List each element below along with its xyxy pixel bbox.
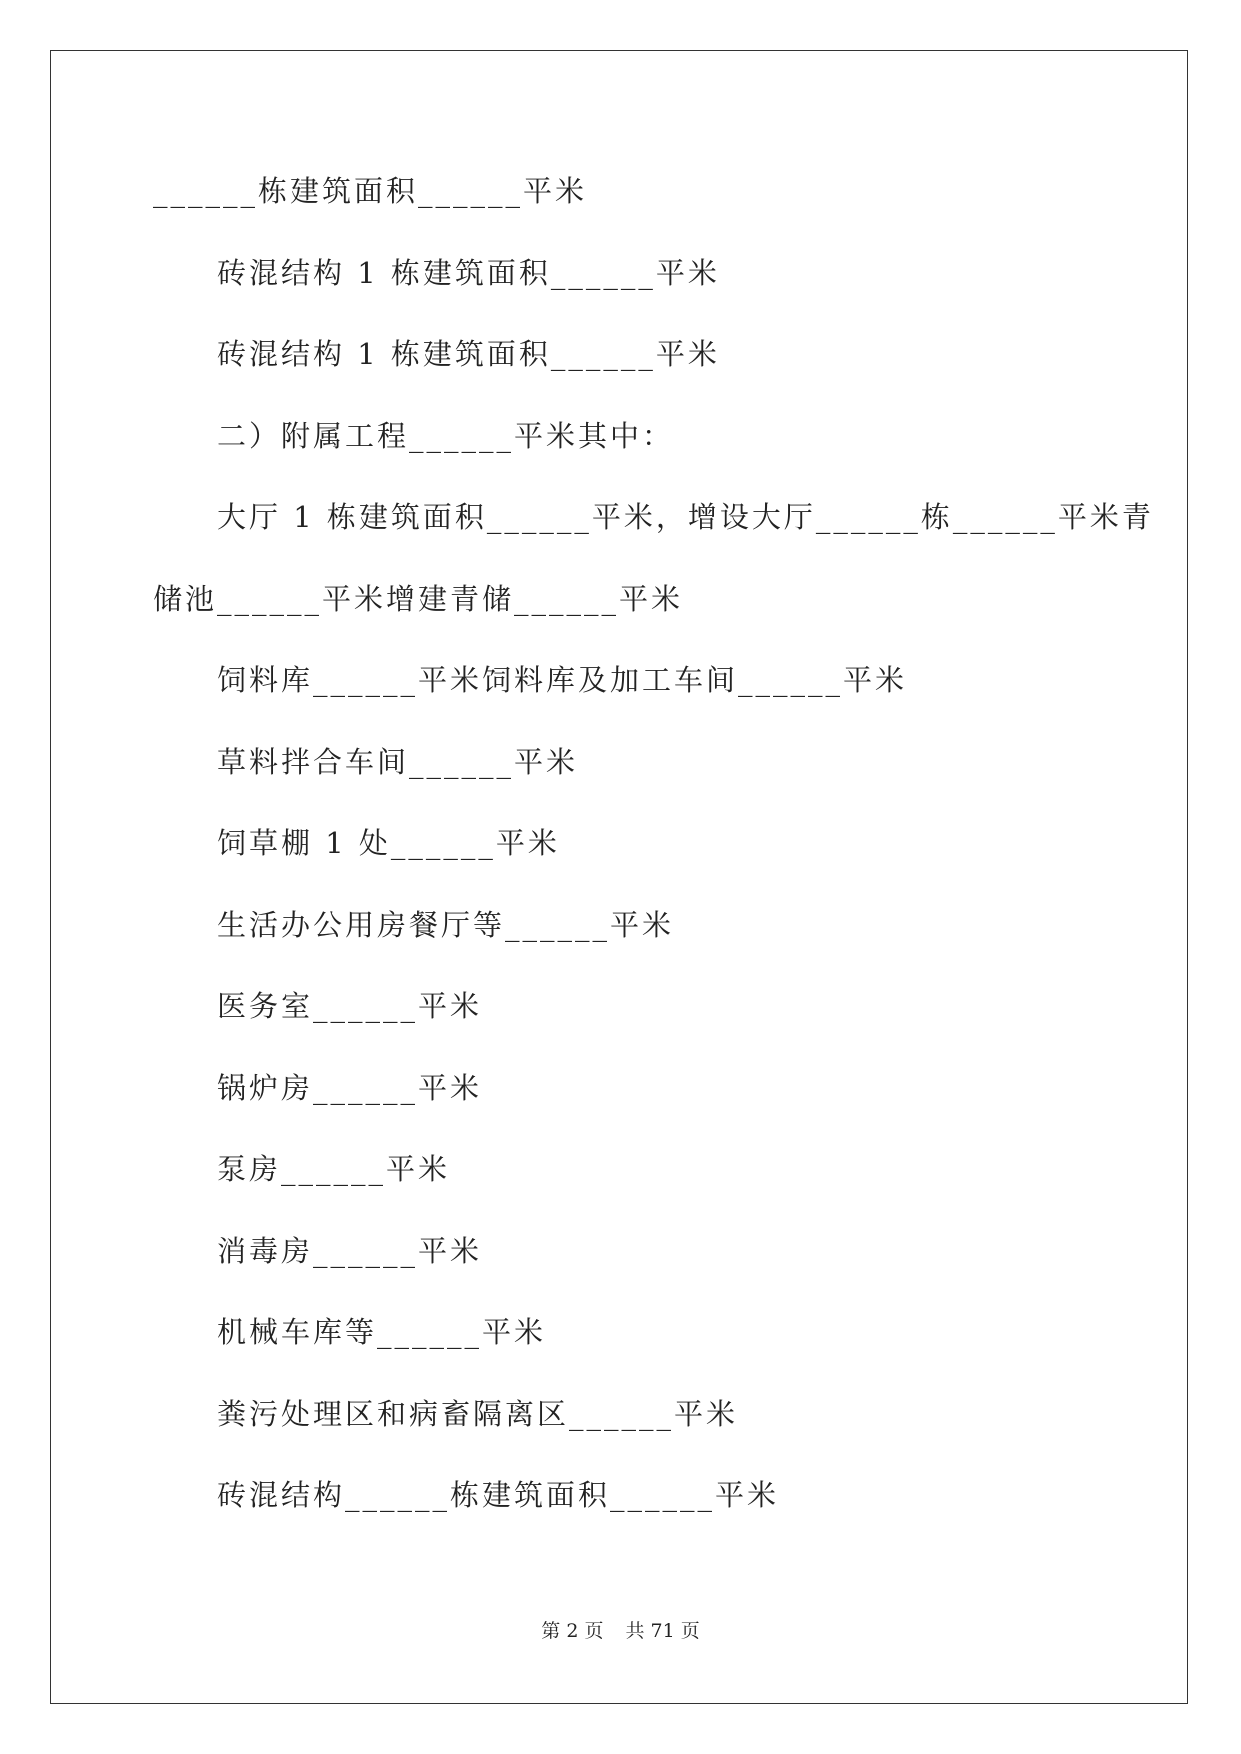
text-line: 消毒房______平米 <box>217 1233 483 1268</box>
text-line: 机械车库等______平米 <box>217 1315 547 1349</box>
text-line: 饲草棚 1 处______平米 <box>217 826 560 860</box>
text-line: 草料拌合车间______平米 <box>217 744 579 779</box>
text-line: 生活办公用房餐厅等______平米 <box>217 907 675 942</box>
text-line: 锅炉房______平米 <box>217 1070 483 1105</box>
text-line: 砖混结构 1 栋建筑面积______平米 <box>217 255 720 290</box>
text-line: 粪污处理区和病畜隔离区______平米 <box>217 1396 739 1431</box>
page-footer <box>0 1616 1241 1643</box>
text-line: 砖混结构______栋建筑面积______平米 <box>217 1478 780 1512</box>
document-body <box>153 163 1154 1549</box>
text-line: 砖混结构 1 栋建筑面积______平米 <box>217 337 720 371</box>
text-line: ______栋建筑面积______平米 <box>153 174 588 208</box>
text-line: 饲料库______平米饲料库及加工车间______平米 <box>217 663 908 697</box>
page-number-total: 共 71 页 <box>625 1620 700 1642</box>
text-line: 医务室______平米 <box>217 989 483 1023</box>
text-line: 大厅 1 栋建筑面积______平米，增设大厅______栋______平米青 <box>217 500 1154 534</box>
section-heading: 二）附属工程______平米其中： <box>217 418 675 453</box>
text-line: 储池______平米增建青储______平米 <box>153 581 684 616</box>
page-number-current: 第 2 页 <box>541 1620 604 1642</box>
text-line: 泵房______平米 <box>217 1152 451 1186</box>
